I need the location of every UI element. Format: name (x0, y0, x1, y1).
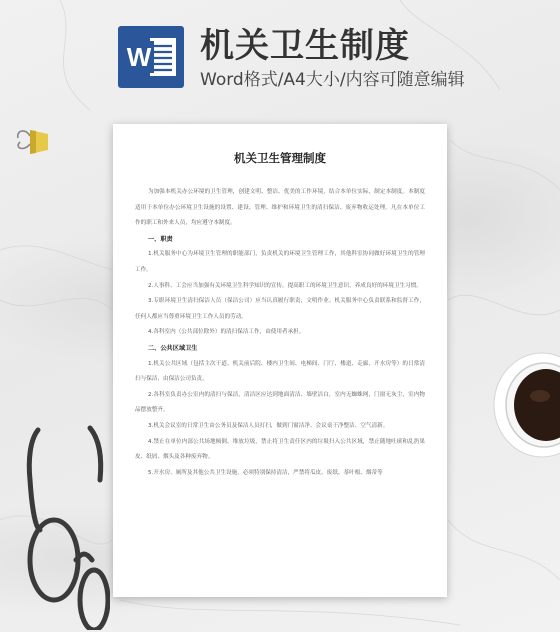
section-item: 3.专职环境卫生清扫保洁人员（保洁公司）应当认真履行职责，文明作业。机关服务中心负责联系和监督工作，任何人都应当尊重环境卫生工作人员的劳动。 (135, 298, 425, 320)
section-heading: 一、职责 (148, 235, 173, 243)
page-title: 机关卫生制度 (200, 26, 410, 66)
document-intro: 为加强本机关办公环境的卫生管理，创建文明、整洁、优美的工作环境，结合本单位实际，制定本制度。本制度适用于本单位办公环境卫生设施的设置、建设、管理、维护和环境卫生的清扫保洁、废弃物收运处理。凡在本单位工作的职工和外来人员，均应遵守本制度。 (135, 189, 425, 227)
glasses-icon (20, 420, 110, 630)
document-page (113, 124, 447, 597)
section-item: 2.人事科、工会应当加强有关环境卫生科学知识的宣传，提高职工的环境卫生意识，养成良好的环境卫生习惯。 (148, 282, 422, 289)
word-icon-letter: W (126, 42, 152, 72)
section-item: 5.开水房、厕所及其他公共卫生设施，必须特别保持清洁，严禁将瓜皮、废纸、茶叶根、烟蒂等 (148, 469, 383, 476)
page-subtitle: Word格式/A4大小/内容可随意编辑 (200, 70, 465, 90)
section-item: 4.各科室内（公共部位除外）的清扫保洁工作，由使用者承担。 (148, 329, 305, 336)
section-item: 2.各科室负责办公室内的清扫与保洁，清洁区应达到地面清洁、墙壁洁白，室内无蜘蛛网，门窗无灰尘，室内物品摆放整齐。 (135, 391, 425, 414)
section-item: 4.禁止在单位内部公共场地倾倒、堆放垃圾，禁止将卫生责任区内的垃圾扫入公共区域，禁止随地吐痰和乱扔果皮、纸屑、烟头及各种废弃物。 (135, 438, 425, 461)
section-item: 3.机关会议室的日常卫生由公务员及保洁人员打扫，做到门窗洁净、会议桌干净整洁、空气清新。 (148, 422, 389, 429)
section-item: 1.机关公共区域（包括主次干道、机关前后院、楼内卫生间、电梯间、门厅、楼道、走廊、开水房等）的日常清扫与保洁，由保洁公司负责。 (135, 360, 425, 383)
coffee-cup-icon (492, 350, 560, 460)
section-heading: 二、公共区域卫生 (148, 344, 198, 352)
word-icon (116, 24, 186, 90)
document-title: 机关卫生管理制度 (234, 151, 326, 165)
binder-clip-icon (14, 124, 50, 158)
section-item: 1.机关服务中心为环境卫生管理的职能部门，负责机关的环境卫生管理工作，其他科室协同做好环境卫生的管理工作。 (135, 251, 425, 273)
